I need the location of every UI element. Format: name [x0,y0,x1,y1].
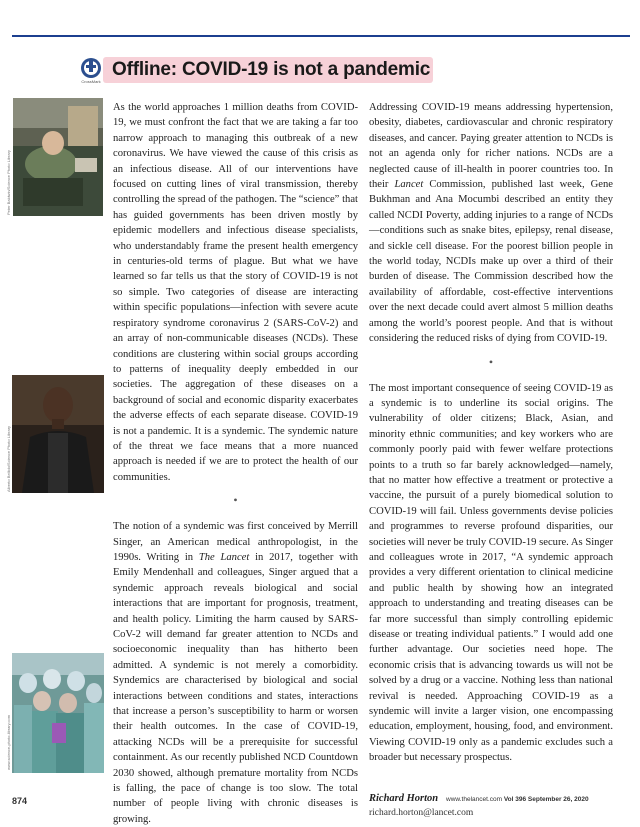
photo-man-portrait [12,375,104,493]
page-number: 874 [12,796,28,806]
paragraph-text: in 2017, together with Emily Mendenhall and colleagues, Singer argued that a syndemic approach reveals biological and social interactions that are important for prognosis, treatment, and health policy. Limiting the harm caused by SARS-CoV-2 will demand far greater attention to NCDs and socioeconomic inequality than has hitherto been admitted. A syndemic is not merely a comorbidity. Syndemics are characterised by biological and social interactions between conditions and states, interactions that increase a person’s susceptibility to harm or worsen their health outcomes. In the case of COVID-19, attacking NCDs will be a prerequisite for successful containment. As our recently published NCD Countdown 2030 showed, although premature mortality from NCDs is falling, the pace of change is too slow. The total number of people living with chronic diseases is growing. [113,551,359,825]
author-name: Richard Horton [369,792,439,804]
title-text: COVID-19 is not a pandemic [176,59,431,80]
top-rule [12,35,630,37]
title-prefix: Offline: [112,59,177,80]
paragraph: The most important consequence of seeing COVID-19 as a syndemic is to underline its social origins. The vulnerability of older citizens; Black, Asian, and minority ethnic communities; and key workers who are commonly poorly paid with fewer welfare protections points to a truth so far barely acknowledged—namely, that no matter how effective a treatment or protective a vaccine, the pursuit of a purely biomedical solution to COVID-19 will fail. Unless governments devise policies and programmes to reverse profound disparities, our societies will never be truly COVID-19 secure. As Singer and colleagues wrote in 2017, “A syndemic approach provides a very different orientation to clinical medicine and public health by showing how an integrated approach to understanding and treating diseases can be far more successful than simply controlling epidemic disease or treating individual patients.” I would add one further advantage. Our societies need hope. The economic crisis that is advancing towards us will not be solved by a drug or a vaccine. Nothing less than national revival is needed. Approaching COVID-19 as a syndemic will invite a larger vision, one encompassing education, employment, housing, food, and environment. Viewing COVID-19 only as a pandemic excludes such a broader but necessary prospectus. [369,382,613,764]
crossmark-label: CrossMark [81,79,101,84]
paragraph: As the world approaches 1 million deaths from COVID-19, we must confront the fact that we are taking a far too narrow approach to managing this outbreak of a new coronavirus. We have viewed the cause of this crisis as an infectious disease. All of our interventions have focused on cutting lines of viral transmission, thereby controlling the spread of the pathogen. The “science” that has guided governments has been driven mostly by epidemic modellers and infectious disease specialists, who understandably frame the present health emergency in centuries-old terms of plague. But what we have learned so far tells us that the story of COVID-19 is not so simple. Two categories of disease are interacting within specific populations—infection with severe acute respiratory syndrome coronavirus 2 (SARS-CoV-2) and an array of non-communicable diseases (NCDs). These conditions are clustering within social groups according to patterns of inequality deeply embedded in our societies. The aggregation of these diseases on a background of social and economic disparity exacerbates the adverse effects of each separate disease. COVID-19 is not a pandemic. It is a syndemic. The syndemic nature of the threat we face means that a more nuanced approach is needed if we are to protect the health of our communities. [113,102,358,483]
journal-name: The Lancet [198,551,250,563]
article-title [112,59,430,81]
article-column-left [113,100,358,827]
section-divider: • [488,354,494,369]
author-email-link[interactable]: richard.horton@lancet.com [369,807,474,818]
article-header [80,57,440,87]
paragraph [113,519,358,827]
section-divider: • [233,493,238,508]
photo-health-workers [12,653,104,773]
paragraph [369,100,613,347]
paragraph-text: Commission, published last week, Gene Bukhman and Ana Mocumbi described an entity they called NCDI Poverty, adding injuries to a range of NCDs—conditions such as snake bites, epilepsy, renal disease, and sickle cell disease. For the poorest billion people in the world today, NCDIs make up over a third of their burden of disease. The Commission described how the availability of affordable, cost-effective interventions over the next decade could avert almost 5 million deaths among the world’s poorest people. And that is without considering the reduced risks of dying from COVID-19. [369,179,614,345]
footer-date: September 26, 2020 [527,796,589,803]
photo2-credit: Alberto Bellido/Science Photo Library [6,425,11,492]
paragraph-text: Addressing COVID-19 means addressing hypertension, obesity, diabetes, cardiovascular and chronic respiratory diseases, and cancer. Paying greater attention to NCDs is not an agenda only for richer nations. NCDs are a neglected cause of ill-health in poorer countries too. In their [369,102,613,191]
photo3-credit: www.science-photo-library.com [6,714,11,770]
journal-name: Lancet [394,179,424,191]
paragraph-text: The notion of a syndemic was first conceived by Merrill Singer, an American medical anthropologist, in the 1990s. Writing in [113,521,358,563]
crossmark-icon[interactable] [80,57,102,87]
photo-person-on-couch [13,98,103,216]
article-column-right [369,100,613,820]
footer-citation [446,796,589,803]
footer-site-link[interactable]: www.thelancet.com [446,796,502,803]
photo1-credit: Peter Baldwin/Science Photo Library [6,150,11,215]
footer-volume: Vol 396 [503,796,527,803]
